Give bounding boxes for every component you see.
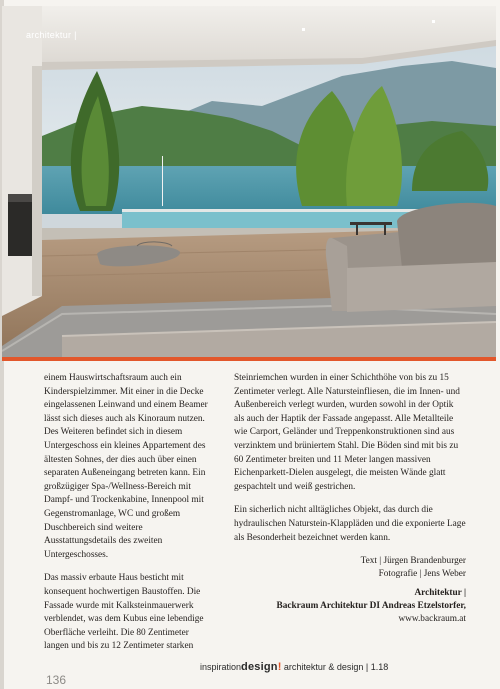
architect-url[interactable]: www.backraum.at (398, 614, 466, 625)
living-room-lake-view-image (2, 6, 496, 358)
credits (234, 555, 466, 581)
architect-info (234, 587, 466, 626)
accent-divider (2, 357, 496, 361)
footer-issue: architektur & design | 1.18 (281, 662, 389, 672)
footer-prefix: inspiration (200, 662, 242, 672)
hero-photo (2, 6, 496, 358)
architect-name: Backraum Architektur DI Andreas Etzelstorfer, (276, 601, 466, 612)
footer-brand-exclamation: ! (277, 661, 282, 673)
paragraph: Das massiv erbaute Haus besticht mit konsequent hochwertigen Baustoffen. Die Fassade wurde mit Kalksteinmauerwerk verblendet, was dem Kubus eine lebendige Oberfläche verleiht. Die 80 Zentimeter langen und bis zu 12 Zentimeter starken (44, 573, 204, 652)
section-label: architektur | (26, 30, 77, 40)
text-credit: Text | Jürgen Brandenburger (360, 556, 466, 567)
paragraph: Ein sicherlich nicht alltägliches Objekt, das durch die hydraulischen Naturstein-Klappläden und die exponierte Lage als Besonderheit bezeichnet werden kann. (234, 505, 466, 543)
page-number: 136 (46, 673, 67, 687)
photo-credit: Fotografie | Jens Weber (378, 569, 466, 580)
paragraph: Steinriemchen wurden in einer Schichthöhe von bis zu 15 Zentimeter verlegt. Alle Natursteinfliesen, die im Innen- und Außenbereich verlegt wurden, wurden sowohl in der Optik als auch der Haptik der Fassade angepasst. Alle Metallteile wie Carport, Geländer und Treppenkonstruktionen sind aus verzinktem und brüniertem Stahl. Die Böden sind mit bis zu 60 Zentimeter breiten und 11 Meter langen massiven Eichenparkett-Dielen ausgelegt, die meisten Wände glatt gespachtelt und weiß gestrichen. (234, 373, 460, 492)
text-column-left (44, 372, 214, 664)
text-column-right (234, 372, 466, 626)
paragraph: einem Hauswirtschaftsraum auch ein Kinderspielzimmer. Mit einer in die Decke eingelassenen Leinwand und einem Beamer lässt sich dieses auch als Kinoraum nutzen. Des Weiteren befindet sich in diesem Untergeschoss ein kleines Appartement des ältesten Sohnes, der dies auch über einen separaten Außeneingang betreten kann. Ein großzügiger Spa-/Wellness-Bereich mit Dampf- und Trockenkabine, Innenpool mit Gegenstromanlage, WC und großem Duschbereich sind weitere Ausstattungsdetails des zweiten Untergeschosses. (44, 373, 208, 560)
architect-label: Architektur | (414, 588, 466, 599)
footer-brand: design (241, 661, 278, 673)
page-footer (200, 661, 388, 673)
